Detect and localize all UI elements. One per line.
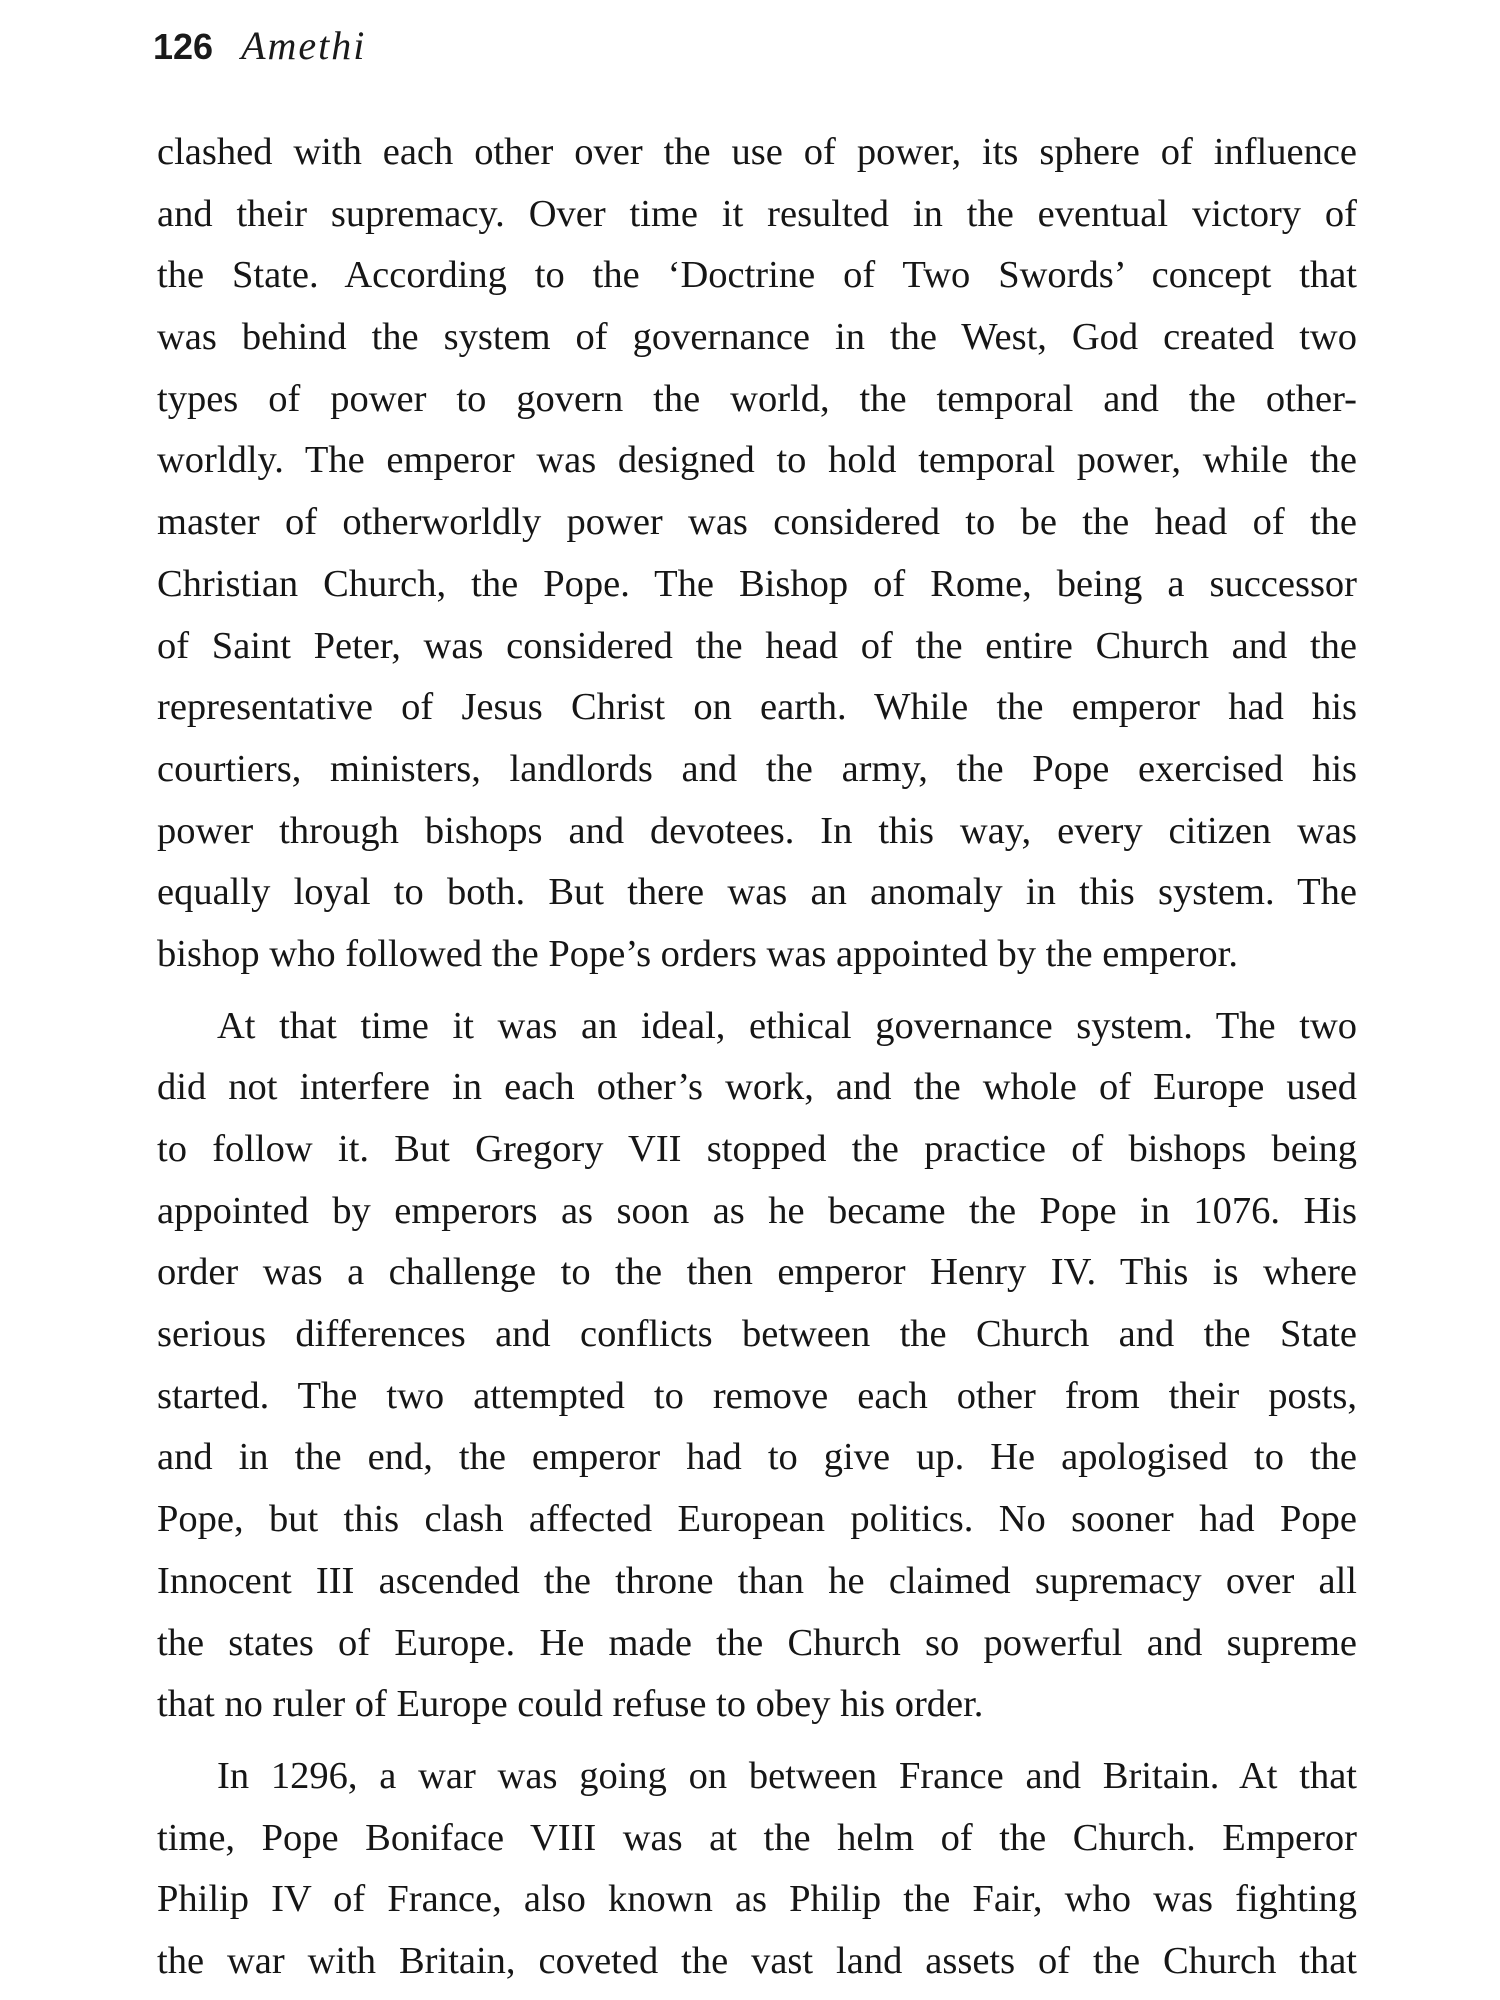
- text-line: did not interfere in each other’s work, and the whole of Europe used: [157, 1066, 1357, 1109]
- page-number: 126: [153, 26, 214, 67]
- text-line: types of power to govern the world, the temporal and the other-: [157, 377, 1357, 420]
- text-line: Philip IV of France, also known as Philip the Fair, who was fighting: [157, 1878, 1357, 1921]
- text-line: the states of Europe. He made the Church so powerful and supreme: [157, 1621, 1357, 1664]
- paragraph-1: [157, 122, 1357, 986]
- text-line: power through bishops and devotees. In this way, every citizen was: [157, 809, 1357, 852]
- text-line: At that time it was an ideal, ethical governance system. The two: [217, 1004, 1357, 1047]
- text-line: bishop who followed the Pope’s orders was appointed by the emperor.: [157, 932, 1239, 975]
- text-line: and in the end, the emperor had to give up. He apologised to the: [157, 1436, 1357, 1479]
- running-head: [153, 22, 366, 82]
- text-line: order was a challenge to the then emperor Henry IV. This is where: [157, 1251, 1357, 1294]
- text-line: courtiers, ministers, landlords and the army, the Pope exercised his: [157, 747, 1357, 790]
- text-line: representative of Jesus Christ on earth. While the emperor had his: [157, 686, 1357, 729]
- text-line: of Saint Peter, was considered the head of the entire Church and the: [157, 624, 1357, 667]
- text-line: started. The two attempted to remove each other from their posts,: [157, 1374, 1357, 1417]
- text-line: time, Pope Boniface VIII was at the helm of the Church. Emperor: [157, 1816, 1357, 1859]
- text-line: was behind the system of governance in the West, God created two: [157, 316, 1357, 359]
- text-line: and their supremacy. Over time it resulted in the eventual victory of: [157, 192, 1357, 235]
- text-line: clashed with each other over the use of power, its sphere of influence: [157, 131, 1357, 173]
- text-line: worldly. The emperor was designed to hold temporal power, while the: [157, 439, 1357, 482]
- text-line: that no ruler of Europe could refuse to obey his order.: [157, 1683, 984, 1726]
- paragraph-3: [157, 1746, 1357, 1993]
- text-line: In 1296, a war was going on between France and Britain. At that: [217, 1754, 1357, 1797]
- text-line: Pope, but this clash affected European politics. No sooner had Pope: [157, 1498, 1357, 1541]
- text-line: the State. According to the ‘Doctrine of Two Swords’ concept that: [157, 254, 1357, 297]
- body-text: [157, 122, 1357, 1993]
- text-line: master of otherworldly power was considered to be the head of the: [157, 501, 1357, 544]
- text-line: Christian Church, the Pope. The Bishop of Rome, being a successor: [157, 562, 1357, 605]
- text-line: to follow it. But Gregory VII stopped the practice of bishops being: [157, 1128, 1357, 1170]
- text-line: appointed by emperors as soon as he became the Pope in 1076. His: [157, 1189, 1357, 1232]
- text-line: Innocent III ascended the throne than he claimed supremacy over all: [157, 1559, 1357, 1602]
- text-line: the war with Britain, coveted the vast land assets of the Church that: [157, 1939, 1357, 1982]
- text-line: equally loyal to both. But there was an anomaly in this system. The: [157, 871, 1357, 914]
- running-title: Amethi: [241, 23, 367, 68]
- text-line: serious differences and conflicts between the Church and the State: [157, 1313, 1357, 1356]
- paragraph-2: [157, 996, 1357, 1736]
